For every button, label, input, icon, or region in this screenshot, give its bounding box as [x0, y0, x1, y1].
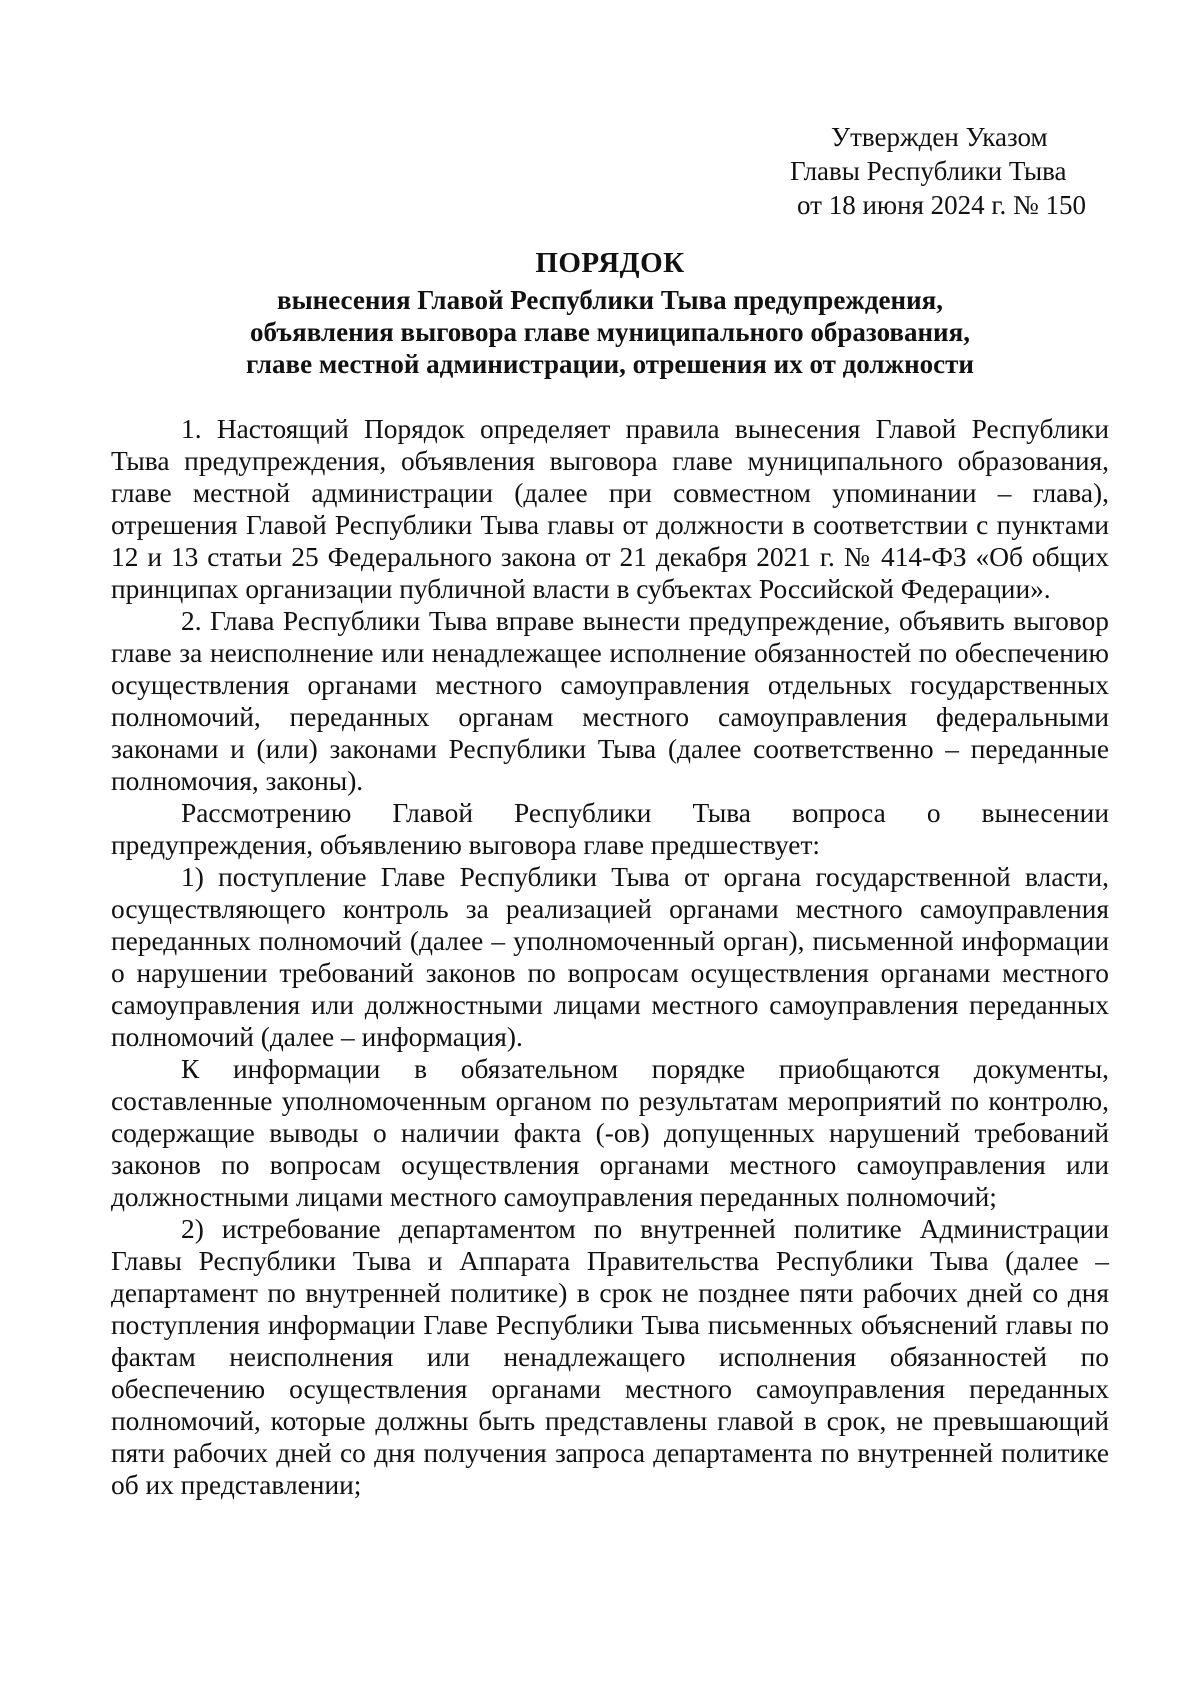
subtitle-line-1: вынесения Главой Республики Тыва предупреждения, [277, 285, 943, 315]
approval-line-1: Утвержден Указом [831, 122, 1048, 152]
subtitle-line-2: объявления выговора главе муниципального образования, [250, 317, 970, 347]
paragraph-1: 1. Настоящий Порядок определяет правила вынесения Главой Республики Тыва предупреждения, объявления выговора главе муниципального образования, главе местной администрации (далее при совместном упоминании – глава), отрешения Главой Республики Тыва главы от должности в соответствии с пунктами 12 и 13 статьи 25 Федерального закона от 21 декабря 2021 г. № 414-ФЗ «Об общих принципах организации публичной власти в субъектах Российской Федерации». [111, 414, 1109, 604]
document-body [111, 413, 1109, 1501]
paragraph-5: К информации в обязательном порядке приобщаются документы, составленные уполномоченным органом по результатам мероприятий по контролю, содержащие выводы о наличии факта (-ов) допущенных нарушений требований законов по вопросам осуществления органами местного самоуправления или должностными лицами местного самоуправления переданных полномочий; [111, 1054, 1109, 1212]
approval-line-3: от 18 июня 2024 г. № 150 [797, 190, 1086, 220]
paragraph-4: 1) поступление Главе Республики Тыва от органа государственной власти, осуществляющего контроль за реализацией органами местного самоуправления переданных полномочий (далее – уполномоченный орган), письменной информации о нарушении требований законов по вопросам осуществления органами местного самоуправления или должностными лицами местного самоуправления переданных полномочий (далее – информация). [111, 862, 1109, 1052]
paragraph-3: Рассмотрению Главой Республики Тыва вопроса о вынесении предупреждения, объявлению выговора главе предшествует: [111, 798, 1109, 860]
document-title: ПОРЯДОК [535, 247, 685, 279]
paragraph-2: 2. Глава Республики Тыва вправе вынести предупреждение, объявить выговор главе за неисполнение или ненадлежащее исполнение обязанностей по обеспечению осуществления органами местного самоуправления отдельных государственных полномочий, переданных органам местного самоуправления федеральными законами и (или) законами Республики Тыва (далее соответственно – переданные полномочия, законы). [111, 606, 1109, 796]
approval-line-2: Главы Республики Тыва [790, 156, 1067, 186]
subtitle-line-3: главе местной администрации, отрешения их от должности [246, 349, 974, 379]
approval-stamp-block [790, 120, 1110, 222]
document-title-block [110, 246, 1110, 380]
document-subtitle [110, 284, 1110, 380]
paragraph-6: 2) истребование департаментом по внутренней политике Администрации Главы Республики Тыва и Аппарата Правительства Республики Тыва (далее – департамент по внутренней политике) в срок не позднее пяти рабочих дней со дня поступления информации Главе Республики Тыва письменных объяснений главы по фактам неисполнения или ненадлежащего исполнения обязанностей по обеспечению осуществления органами местного самоуправления переданных полномочий, которые должны быть представлены главой в срок, не превышающий пяти рабочих дней со дня получения запроса департамента по внутренней политике об их представлении; [111, 1214, 1109, 1500]
